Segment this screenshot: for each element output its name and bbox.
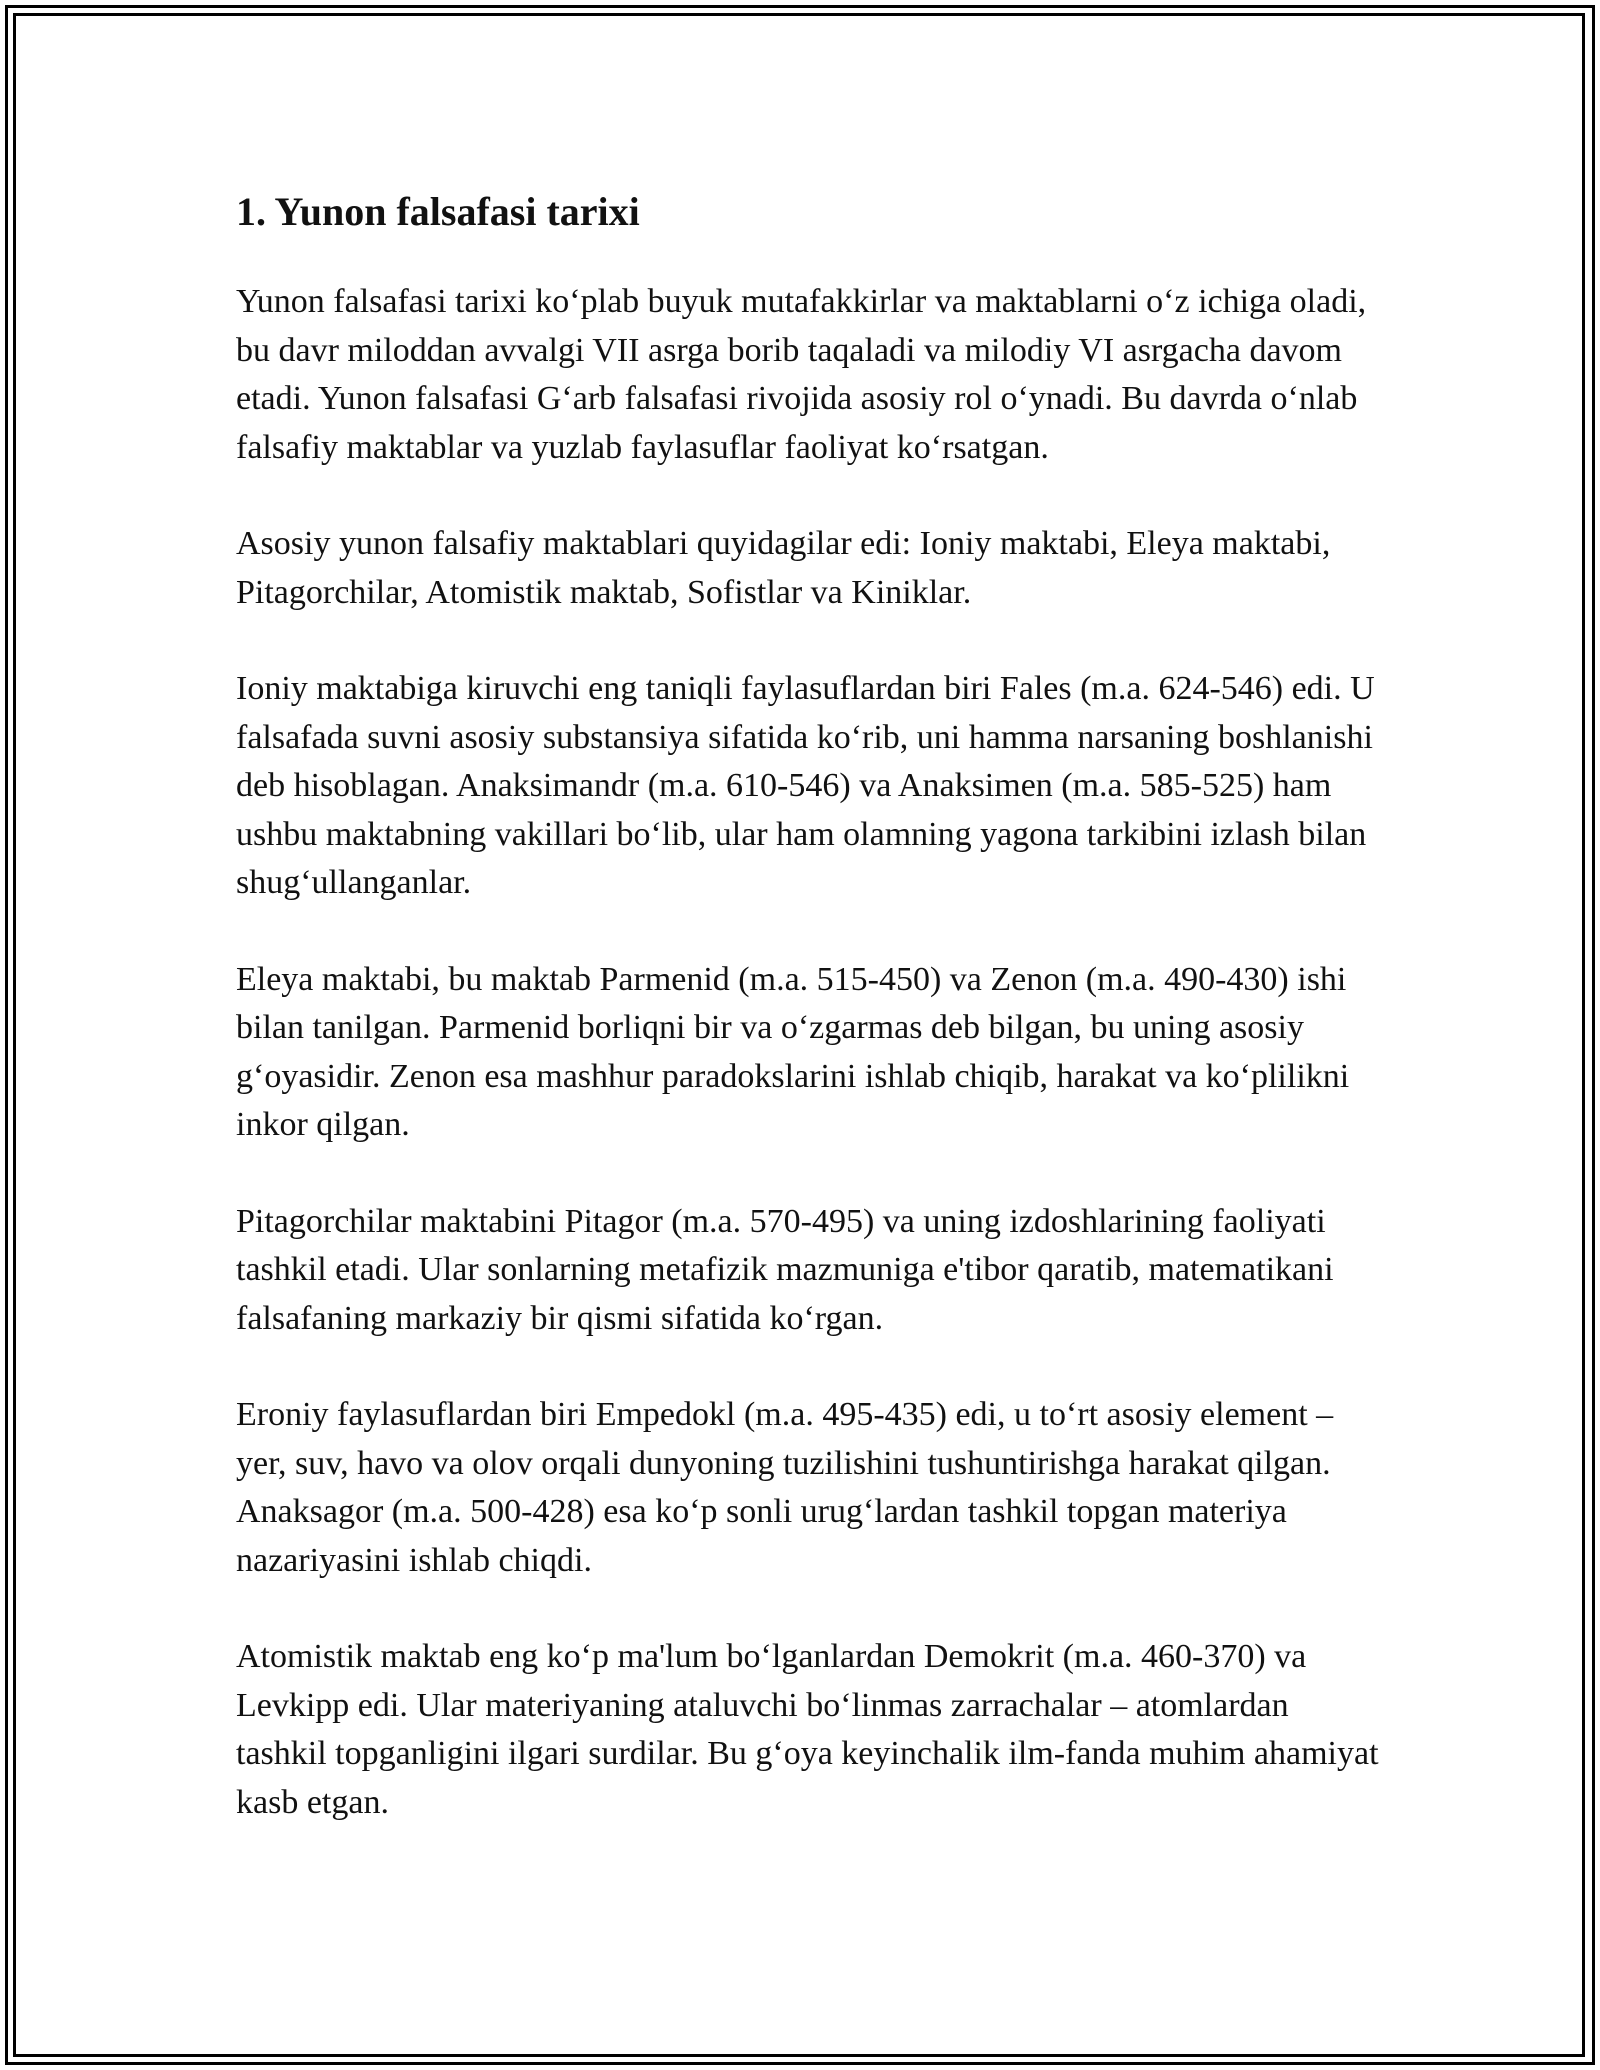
- paragraph-empedocles: Eroniy faylasuflardan biri Empedokl (m.a. 495-435) edi, u to‘rt asosiy element – yer, suv, havo va olov orqali dunyoning tuzilishini tushuntirishga harakat qilgan. Anaksagor (m.a. 500-428) esa ko‘p sonli urug‘lardan tashkil topgan materiya nazariyasini ishlab chiqdi.: [236, 1396, 1334, 1579]
- paragraph-atomists: Atomistik maktab eng ko‘p ma'lum bo‘lganlardan Demokrit (m.a. 460-370) va Levkipp edi. Ular materiyaning ataluvchi bo‘linmas zarrachalar – atomlardan tashkil topganligini ilgari surdilar. Bu g‘oya keyinchalik ilm-fanda muhim ahamiyat kasb etgan.: [236, 1638, 1379, 1821]
- paragraph-ionian-school: Ioniy maktabiga kiruvchi eng taniqli faylasuflardan biri Fales (m.a. 624-546) edi. U falsafada suvni asosiy substansiya sifatida ko‘rib, uni hamma narsaning boshlanishi deb hisoblagan. Anaksimandr (m.a. 610-546) va Anaksimen (m.a. 585-525) ham ushbu maktabning vakillari bo‘lib, ular ham olamning yagona tarkibini izlash bilan shug‘ullanganlar.: [236, 670, 1375, 901]
- paragraph-pythagoreans: Pitagorchilar maktabini Pitagor (m.a. 570-495) va uning izdoshlarining faoliyati tashkil etadi. Ular sonlarning metafizik mazmuniga e'tibor qaratib, matematikani falsafaning markaziy bir qismi sifatida ko‘rgan.: [236, 1202, 1334, 1337]
- paragraph-schools-list: Asosiy yunon falsafiy maktablari quyidagilar edi: Ioniy maktabi, Eleya maktabi, Pitagorchilar, Atomistik maktab, Sofistlar va Kiniklar.: [236, 525, 1331, 611]
- paragraph-eleatic-school: Eleya maktabi, bu maktab Parmenid (m.a. 515-450) va Zenon (m.a. 490-430) ishi bilan tanilgan. Parmenid borliqni bir va o‘zgarmas deb bilgan, bu uning asosiy g‘oyasidir. Zenon esa mashhur paradokslarini ishlab chiqib, harakat va ko‘plilikni inkor qilgan.: [236, 960, 1350, 1143]
- document-body: [236, 186, 1386, 1875]
- paragraph-intro: Yunon falsafasi tarixi ko‘plab buyuk mutafakkirlar va maktablarni o‘z ichiga oladi, bu davr miloddan avvalgi VII asrga borib taqaladi va milodiy VI asrgacha davom etadi. Yunon falsafasi G‘arb falsafasi rivojida asosiy rol o‘ynadi. Bu davrda o‘nlab falsafiy maktablar va yuzlab faylasuflar faoliyat ko‘rsatgan.: [236, 283, 1367, 466]
- document-title: 1. Yunon falsafasi tarixi: [236, 189, 640, 234]
